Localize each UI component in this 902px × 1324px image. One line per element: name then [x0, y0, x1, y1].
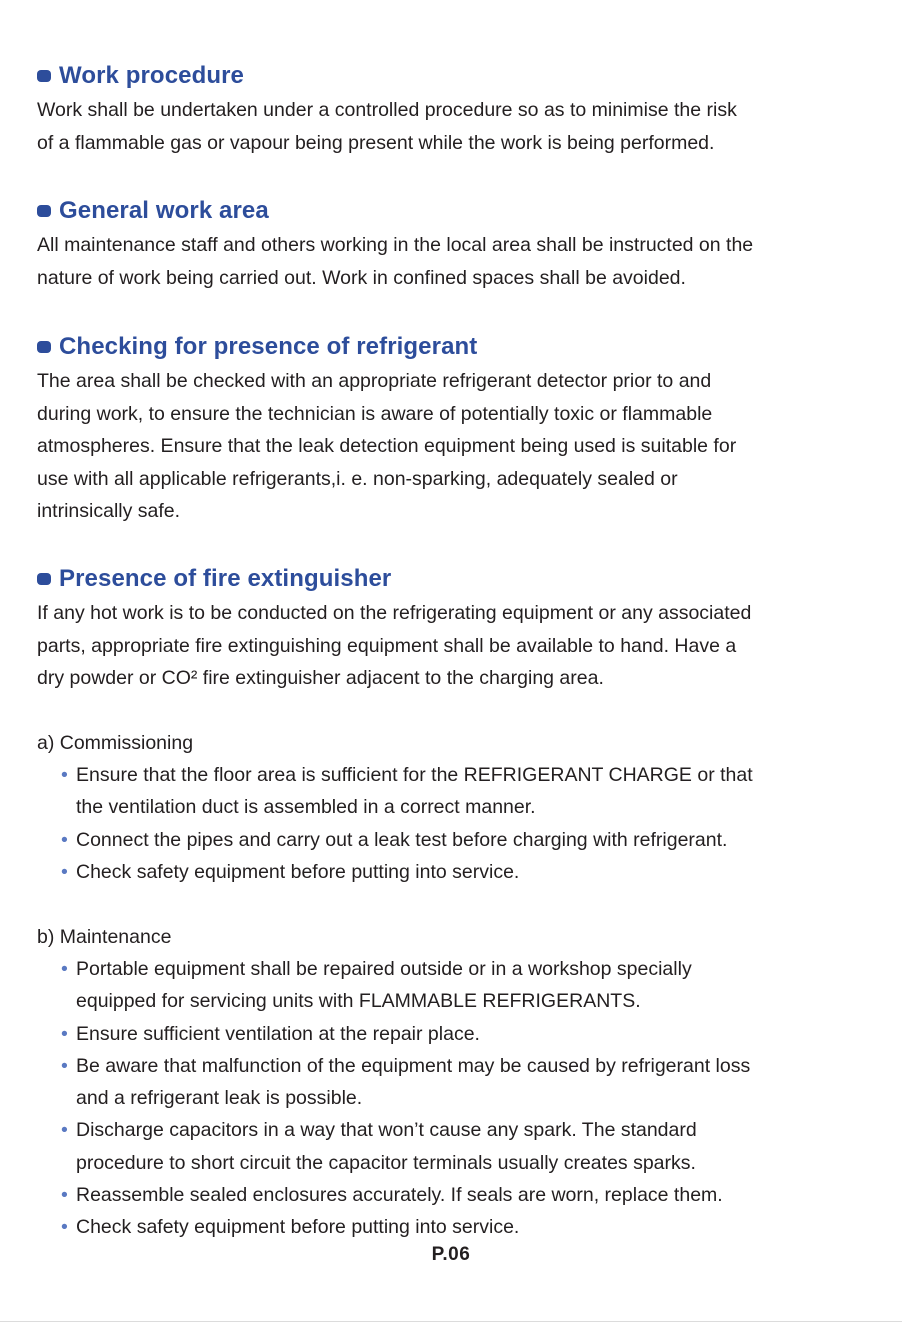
body-line: Work shall be undertaken under a controlled procedure so as to minimise the risk: [37, 99, 737, 121]
section-heading: [37, 60, 867, 92]
list-item-line: Be aware that malfunction of the equipment may be caused by refrigerant loss: [76, 1054, 751, 1077]
body-line: of a flammable gas or vapour being present while the work is being performed.: [37, 131, 715, 154]
body-line: intrinsically safe.: [37, 500, 181, 522]
section-title: Checking for presence of refrigerant: [59, 333, 478, 360]
list-item: [60, 1050, 860, 1115]
list-item-line: Reassemble sealed enclosures accurately. If seals are worn, replace them.: [76, 1184, 723, 1207]
heading-bullet-icon: [37, 341, 51, 353]
bullet-dot-icon: •: [61, 1054, 68, 1077]
body-line: All maintenance staff and others working in the local area shall be instructed on the: [37, 234, 754, 256]
heading-bullet-icon: [37, 70, 51, 82]
section-title: General work area: [59, 197, 269, 224]
section-checking-refrigerant: [37, 331, 867, 528]
body-line: parts, appropriate fire extinguishing equipment shall be available to hand. Have a: [37, 634, 737, 657]
section-general-work-area: [37, 195, 867, 294]
body-line: nature of work being carried out. Work in confined spaces shall be avoided.: [37, 266, 686, 289]
list-item-line: procedure to short circuit the capacitor terminals usually creates sparks.: [76, 1151, 696, 1174]
heading-bullet-icon: [37, 205, 51, 217]
maintenance-list: [60, 953, 860, 1244]
list-item: [60, 759, 860, 824]
body-line: during work, to ensure the technician is aware of potentially toxic or flammable: [37, 402, 713, 425]
list-item: [60, 1211, 860, 1243]
body-line: If any hot work is to be conducted on the refrigerating equipment or any associated: [37, 602, 752, 624]
bullet-dot-icon: •: [61, 958, 68, 980]
section-body: [37, 365, 867, 528]
bullet-dot-icon: •: [61, 1119, 68, 1142]
list-item-line: Ensure that the floor area is sufficient for the REFRIGERANT CHARGE or that: [76, 764, 753, 786]
bullet-dot-icon: •: [61, 1184, 68, 1207]
list-item-line: Portable equipment shall be repaired outside or in a workshop specially: [76, 958, 692, 980]
list-item-line: Connect the pipes and carry out a leak test before charging with refrigerant.: [76, 828, 728, 851]
section-body: [37, 94, 867, 159]
bullet-dot-icon: •: [61, 1216, 68, 1239]
list-item-line: Check safety equipment before putting into service.: [76, 860, 520, 883]
body-line: use with all applicable refrigerants,i. e. non-sparking, adequately sealed or: [37, 467, 678, 490]
list-item-line: Ensure sufficient ventilation at the repair place.: [76, 1022, 480, 1045]
list-item: [60, 953, 860, 1018]
maintenance-heading: b) Maintenance: [37, 926, 172, 948]
bottom-divider: [0, 1321, 902, 1322]
list-item: [60, 1114, 860, 1179]
heading-bullet-icon: [37, 573, 51, 585]
list-item-line: and a refrigerant leak is possible.: [76, 1087, 363, 1110]
section-fire-extinguisher: [37, 563, 867, 695]
bullet-dot-icon: •: [61, 860, 68, 883]
section-heading: [37, 563, 867, 595]
bullet-dot-icon: •: [61, 828, 68, 851]
section-title: Presence of fire extinguisher: [59, 565, 392, 592]
list-item: [60, 824, 860, 856]
section-work-procedure: [37, 60, 867, 159]
body-line: dry powder or CO² fire extinguisher adjacent to the charging area.: [37, 667, 604, 689]
list-item-line: the ventilation duct is assembled in a correct manner.: [76, 796, 536, 819]
section-body: [37, 229, 867, 294]
section-heading: [37, 195, 867, 227]
list-item-line: equipped for servicing units with FLAMMABLE REFRIGERANTS.: [76, 990, 641, 1013]
list-item-line: Check safety equipment before putting into service.: [76, 1216, 520, 1239]
list-item: [60, 1179, 860, 1211]
list-item: [60, 856, 860, 888]
page-number: P.06: [431, 1244, 471, 1265]
bullet-dot-icon: •: [61, 1022, 68, 1045]
body-line: atmospheres. Ensure that the leak detection equipment being used is suitable for: [37, 435, 737, 457]
commissioning-heading: a) Commissioning: [37, 732, 194, 754]
list-item: [60, 1018, 860, 1050]
section-heading: [37, 331, 867, 363]
bullet-dot-icon: •: [61, 764, 68, 786]
list-item-line: Discharge capacitors in a way that won’t cause any spark. The standard: [76, 1119, 697, 1142]
body-line: The area shall be checked with an appropriate refrigerant detector prior to and: [37, 370, 712, 392]
section-title: Work procedure: [59, 62, 244, 89]
commissioning-list: [60, 759, 860, 888]
section-body: [37, 597, 867, 695]
